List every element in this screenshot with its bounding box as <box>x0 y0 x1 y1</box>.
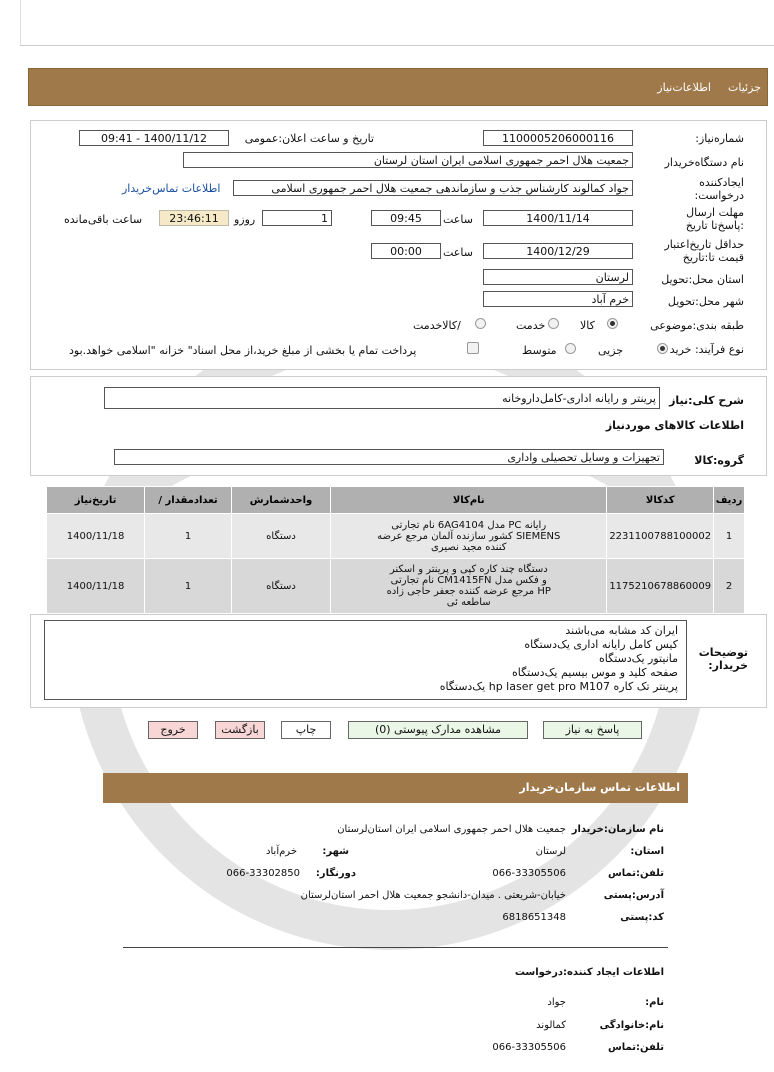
desc-label: شرح کلی:نیاز <box>669 394 744 407</box>
reply-button[interactable]: پاسخ به نیاز <box>543 721 642 739</box>
contact-org-value: جمعیت هلال احمر جمهوری اسلامی ایران استان‌لرستان <box>337 824 566 835</box>
exit-button[interactable]: خروج <box>148 721 198 739</box>
cell-code: 2231100788100002 <box>607 514 714 559</box>
validity-time-field: 00:00 <box>371 243 441 259</box>
notes-line: مانیتور یک‌دستگاه <box>599 652 678 665</box>
days-field: 1 <box>262 210 332 226</box>
creator-phone-label: تلفن:تماس <box>607 1042 664 1053</box>
tab-details[interactable]: جزئیات <box>728 81 761 94</box>
print-button[interactable]: چاپ <box>281 721 331 739</box>
cell-index: 2 <box>714 559 745 614</box>
process-medium-label: متوسط <box>522 344 557 357</box>
contact-fax-label: دورنگار: <box>315 868 356 879</box>
contact-postal-value: 6818651348 <box>502 912 566 923</box>
notes-label: توضیحات خریدار: <box>698 646 748 672</box>
notes-line: صفحه کلید و موس بیسیم یک‌دستگاه <box>511 666 678 679</box>
cell-unit: دستگاه <box>231 559 330 614</box>
remaining-time: 23:46:11 <box>159 210 229 226</box>
cell-date: 1400/11/18 <box>47 514 145 559</box>
contact-address-value: خیابان-شریعتی . میدان-دانشجو جمعیت هلال احمر استان‌لرستان <box>300 890 566 901</box>
contact-city-value: خرم‌آباد <box>266 846 297 857</box>
contact-phone-label: تلفن:تماس <box>607 868 664 879</box>
desc-field: پرینتر و رایانه اداری-کامل‌داروخانه <box>104 387 660 409</box>
category-both-radio[interactable] <box>475 318 486 329</box>
contact-province-value: لرستان <box>535 846 566 857</box>
notes-line: ایران کد مشابه می‌باشند <box>565 624 678 637</box>
tab-need-info[interactable]: اطلاعات‌نیاز <box>657 81 711 94</box>
category-both-label: /کالاخدمت <box>413 319 461 332</box>
group-label: گروه:کالا <box>694 454 744 467</box>
process-partial-label: جزیی <box>598 344 624 357</box>
cell-qty: 1 <box>145 559 232 614</box>
process-medium-radio[interactable] <box>565 343 576 354</box>
deadline-label: مهلت ارسال :پاسخ‌تا تاریخ <box>685 206 744 232</box>
details-header <box>28 68 768 106</box>
category-goods-label: کالا <box>580 319 595 332</box>
buyer-contact-link[interactable]: اطلاعات تماس‌خریدار <box>122 182 221 195</box>
contact-header <box>103 773 688 803</box>
city-label: شهر محل:تحویل <box>667 295 744 308</box>
col-index: ردیف <box>714 487 745 514</box>
process-partial-radio[interactable] <box>657 343 668 354</box>
cell-code: 1175210678860009 <box>607 559 714 614</box>
back-button[interactable]: بازگشت <box>215 721 265 739</box>
process-label: نوع فرآیند: خرید <box>669 343 744 356</box>
creator-name-value: جواد <box>547 997 566 1008</box>
col-unit: واحدشمارش <box>231 487 330 514</box>
contact-fax-value: 066-33302850 <box>226 868 300 879</box>
cell-qty: 1 <box>145 514 232 559</box>
payment-note: پرداخت تمام یا بخشی از مبلغ خرید،از محل اسناد" خزانه "اسلامی خواهد.بود <box>69 344 417 357</box>
creator-phone-value: 066-33305506 <box>492 1042 566 1053</box>
category-goods-radio[interactable] <box>607 318 618 329</box>
validity-label: حداقل تاریخ‌اعتبار قیمت تا:تاریخ <box>664 238 744 264</box>
contact-postal-label: کد:پستی <box>620 912 664 923</box>
col-code: کدکالا <box>607 487 714 514</box>
section-divider <box>123 947 668 948</box>
need-number-field: 1100005206000116 <box>483 130 633 146</box>
contact-title: اطلاعات تماس سازمان‌خریدار <box>519 781 680 794</box>
announce-field: 1400/11/12 - 09:41 <box>79 130 229 146</box>
attachments-button[interactable]: مشاهده مدارک پیوستی (0) <box>348 721 528 739</box>
contact-city-label: شهر: <box>322 846 349 857</box>
deadline-time-field: 09:45 <box>371 210 441 226</box>
payment-checkbox[interactable] <box>467 342 479 354</box>
deadline-date-field: 1400/11/14 <box>483 210 633 226</box>
province-field: لرستان <box>483 269 633 285</box>
creator-field: جواد کمالوند کارشناس جذب و سازماندهی جمعیت هلال احمر جمهوری اسلامی <box>233 180 633 196</box>
col-need-date: تاریخ‌نیاز <box>47 487 145 514</box>
table-row <box>47 514 745 559</box>
days-label: روزو <box>234 213 256 226</box>
cell-unit: دستگاه <box>231 514 330 559</box>
col-name: نام‌کالا <box>331 487 607 514</box>
notes-line: پرینتر تک کاره hp laser get pro M107 یک‌دستگاه <box>439 680 678 693</box>
validity-time-label: ساعت <box>443 246 473 259</box>
top-divider <box>20 45 774 46</box>
remaining-label: ساعت باقی‌مانده <box>64 213 143 226</box>
table-row <box>47 559 745 614</box>
cell-date: 1400/11/18 <box>47 559 145 614</box>
top-divider-vertical <box>20 0 21 45</box>
need-number-label: شماره‌نیاز: <box>695 132 744 145</box>
announce-label: تاریخ و ساعت اعلان:عمومی <box>244 132 374 145</box>
col-quantity: / تعدادمقدار <box>145 487 232 514</box>
contact-org-label: نام سازمان:خریدار <box>571 824 664 835</box>
category-label: طبقه بندی:موضوعی <box>650 319 744 332</box>
buyer-org-label: نام دستگاه‌خریدار <box>664 156 744 169</box>
validity-date-field: 1400/12/29 <box>483 243 633 259</box>
goods-info-title: اطلاعات کالاهای موردنیاز <box>605 419 744 432</box>
category-service-label: خدمت <box>516 319 546 332</box>
notes-box <box>44 620 687 700</box>
creator-section-title: اطلاعات ایجاد کننده:درخواست <box>514 967 664 978</box>
contact-address-label: آدرس:پستی <box>603 890 664 901</box>
cell-name: رایانه PC مدل 6AG4104 نام تجارتی SIEMENS کشور سازنده آلمان مرجع عرضه کننده مجید نصیری <box>331 514 607 559</box>
cell-name: دستگاه چند کاره کپی و پرینتر و اسکنر و فکس مدل CM1415FN نام تجارتی HP مرجع عرضه کننده جعفر حاجی زاده ساطعه ئی <box>331 559 607 614</box>
notes-line: کیس کامل رایانه اداری یک‌دستگاه <box>524 638 678 651</box>
contact-phone-value: 066-33305506 <box>492 868 566 879</box>
province-label: استان محل:تحویل <box>661 273 744 286</box>
group-field: تجهیزات و وسایل تحصیلی واداری <box>114 449 664 465</box>
city-field: خرم آباد <box>483 291 633 307</box>
category-service-radio[interactable] <box>548 318 559 329</box>
creator-family-label: نام:خانوادگی <box>599 1020 664 1031</box>
creator-label: ایجادکننده درخواست: <box>694 176 744 202</box>
buyer-org-field: جمعیت هلال احمر جمهوری اسلامی ایران استان لرستان <box>183 152 633 168</box>
items-table <box>46 486 745 614</box>
creator-name-label: نام: <box>645 997 664 1008</box>
contact-province-label: استان: <box>630 846 664 857</box>
cell-index: 1 <box>714 514 745 559</box>
creator-family-value: کمالوند <box>536 1020 566 1031</box>
deadline-time-label: ساعت <box>443 213 473 226</box>
